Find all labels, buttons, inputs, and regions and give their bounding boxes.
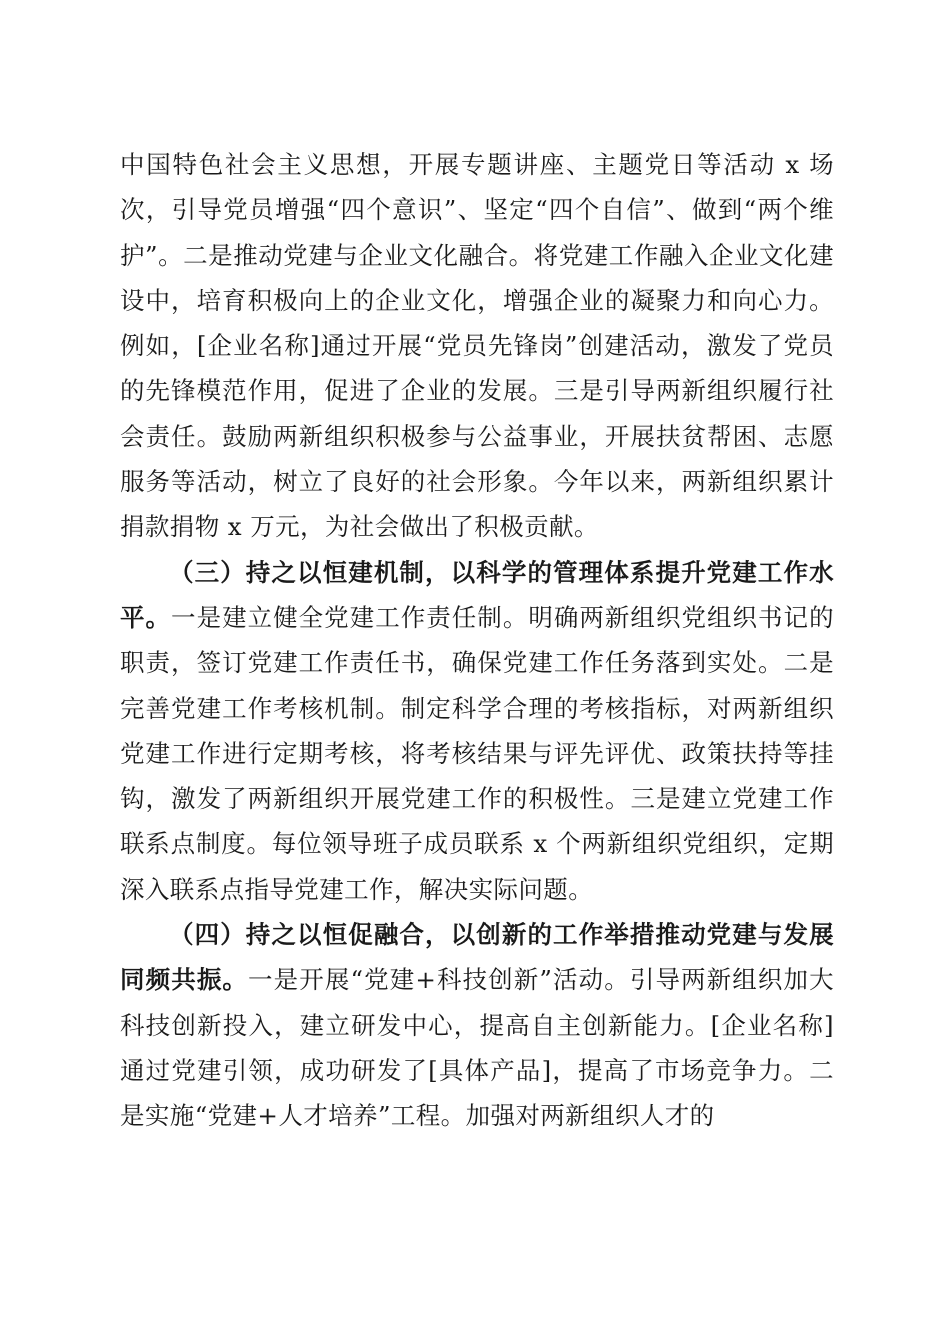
document-body xyxy=(120,142,834,1139)
paragraph-continuation xyxy=(120,142,834,550)
paragraph-text: 中国特色社会主义思想，开展专题讲座、主题党日等活动 x 场次，引导党员增强“四个意识”、坚定“四个自信”、做到“两个维护”。二是推动党建与企业文化融合。将党建工作融入企业文化建设中，培育积极向上的企业文化，增强企业的凝聚力和向心力。例如，[企业名称]通过开展“党员先锋岗”创建活动，激发了党员的先锋模范作用，促进了企业的发展。三是引导两新组织履行社会责任。鼓励两新组织积极参与公益事业，开展扶贫帮困、志愿服务等活动，树立了良好的社会形象。今年以来，两新组织累计捐款捐物 x 万元，为社会做出了积极贡献。 xyxy=(120,150,834,542)
section-heading-three: （三）持之以恒建机制，以科学的管理体系提升党建工作水平。 xyxy=(120,557,834,632)
paragraph-section-three xyxy=(120,550,834,912)
paragraph-text: 一是开展“党建+科技创新”活动。引导两新组织加大科技创新投入，建立研发中心，提高自主创新能力。[企业名称]通过党建引领，成功研发了[具体产品]，提高了市场竞争力。二是实施“党建+人才培养”工程。加强对两新组织人才的 xyxy=(120,965,834,1131)
paragraph-section-four xyxy=(120,912,834,1138)
section-heading-four: （四）持之以恒促融合，以创新的工作举措推动党建与发展同频共振。 xyxy=(120,920,834,995)
paragraph-text: 一是建立健全党建工作责任制。明确两新组织党组织书记的职责，签订党建工作责任书，确保党建工作任务落到实处。二是完善党建工作考核机制。制定科学合理的考核指标，对两新组织党建工作进行定期考核，将考核结果与评先评优、政策扶持等挂钩，激发了两新组织开展党建工作的积极性。三是建立党建工作联系点制度。每位领导班子成员联系 x 个两新组织党组织，定期深入联系点指导党建工作，解决实际问题。 xyxy=(120,602,834,904)
